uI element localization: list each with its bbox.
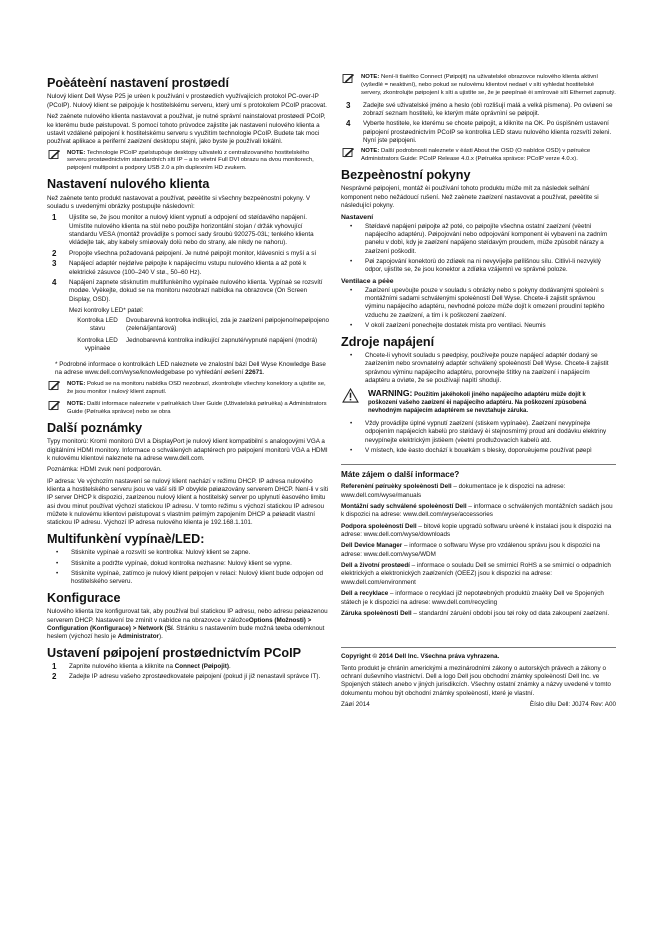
note-label: NOTE: [67,149,86,156]
note-pencil-icon [48,150,61,160]
step-number: 4 [346,119,351,129]
connect-label: Connect (Pøipojit) [174,663,229,671]
setup-intro: Než zaènete tento produkt nastavovat a používat, pøeètìte si všechny bezpeènostní pokyny. V souladu s uvedenými obrázky postupujte následovnì: [47,194,311,210]
info-desc: – informace o souladu Dell se smìrnicí RoHS a se smìrnicí o odpadních elektrických a elektronických zaøízeních (OEEZ) jsou k dispozici na adrese: www.dell.com/environment [341,562,611,586]
setup-step [47,214,330,247]
list-item: • Pøi zapojování konektorù do zdíøek na ni nevyvíjejte pøílišnou sílu. Citlivì-li nezvyklý odpor, ujistìte se, že jsou konektor a zdíøka vzájemnì ve správné poloze. [341,258,616,275]
list-item: • Chcete-li vyhovìt souladu s pøedpisy, používejte pouze napájecí adaptér dodaný se zaøízením nebo srovnatelný adaptér schválený spoleèností Dell Wyse. Chcete-li zajistit správnou výminu napájecího adaptéru, porovnejte štítky na zaøízení i napájecím adaptéru a ovìøte, že se používají napìtí shodují. [341,352,616,385]
setup-subheading: Nastavení [341,213,374,221]
intro-paragraph-2: Než zaènete nulového klienta nastavovat a používat, je nutné správní nainstalovat prostøedí PCoIP, ke kterému bude pøistupovat. S pomocí tohoto prùvodce zajistíte jak nastavení nulového klienta a ustavit vzdálené pøipojení k hostitelskému serveru s využitím technologie PCoIP. Budete tak moci používat aplikace a periferní zaøízení desktopu stejnì, jako byste je používali lokálnì. [47,113,326,146]
setup-step [47,260,330,277]
step-number: 3 [346,100,351,110]
note-pencil-icon [342,148,355,158]
power-sources-heading: Zdroje napájení [341,334,435,349]
info-item [341,542,616,559]
list-item: • Stisknìte a podržte vypínaè, dokud kontrolka nezhasne: Nulový klient se vypne. [47,560,330,568]
note-label: NOTE: [67,381,86,388]
led-list-label: Mezi kontrolky LED* patøí: [69,306,144,314]
pcoip-step [341,120,616,145]
info-item [341,590,616,607]
step-number: 3 [52,259,57,269]
step-text: Ujistìte se, že jsou monitor a nulový klient vypnutí a odpojení od støídavého napájení. Umístìte nulového klienta na stùl nebo použijte horizontální stojan / držák vyhovující standardu VESA (montáž provádìjte s pomocí sady šroubù 920275-03L; tenkého klienta vkládejte tak, aby kabely smìøovaly dolù nebo do strany, ale nikdy ne nahoru). [69,214,314,247]
pcoip-step [47,663,330,671]
info-item [341,523,616,540]
info-item [341,483,616,500]
info-desc: – bitové kopie upgradù softwaru urèené k instalaci jsou k dispozici na adrese: www.dell.com/wyse/downloads [341,522,612,539]
step-text: Propojte všechna požadovaná pøipojení. Je nutné pøipojit monitor, klávesnici s myší a sí [69,249,317,257]
step-number: 1 [52,213,57,223]
info-desc: – informace o softwaru Wyse pro vzdálenou správu jsou k dispozici na adrese: www.dell.com/wyse/WDM [341,542,600,558]
list-item: • Stisknìte vypínaè a rozsvítí se kontrolka: Nulový klient se zapne. [47,549,330,557]
note-label: NOTE: [361,148,380,155]
info-title: Dell a životní prostøedí [341,562,410,570]
right-column [341,74,616,708]
setup-safety-list [341,223,616,275]
note-text: Další podrobnosti naleznete v èásti About the OSD (O nabídce OSD) v pøíruèce Administrators Guide: PCoIP Release 4.0.x (Pøíruèka správce: PCoIP verze 4.0.x). [361,148,591,163]
led-footnote [55,361,330,378]
info-list [341,483,616,618]
info-desc: – dokumentace je k dispozici na adrese: www.dell.com/wyse/manuals [341,483,566,499]
pcoip-step [47,673,330,681]
info-title: Podpora spoleèností Dell [341,522,417,530]
multifunction-list [47,549,330,586]
configuration-paragraph [47,608,330,641]
safety-intro: Nesprávné pøipojení, montáž èi používání tohoto produktu mùže mít za následek selhání komponent nebo nežádoucí rušení. Než zaènete zaøízení nastavovat a používat, pøeètìte si následující pokyny. [341,185,599,210]
note-label: NOTE: [361,74,380,80]
info-title: Dell Device Manager [341,542,403,550]
info-desc: – standardní záruèní období jsou tøi roky od data zakoupení zaøízení. [411,609,610,617]
led-row [69,337,330,357]
warning-text: Použitím jakéhokoli jiného napájecího adaptéru mùže dojít k poškození vašeho zaøízení èi napájecího adaptéru. Na poškození zpùsobená nevhodným napájecím adaptérem se nevztahuje záruka. [368,392,587,415]
note-text: Technologie PCoIP zpøístupòuje desktopy uživatelù z centralizovaného hostitelského serveru prostøednictvím standardních sítí IP – a to vèetnì Full DVI obrazu na dvou monitorech, pøipojení multipoint a podpory USB 2.0 a pln duplexním HD zvukem. [67,149,314,172]
intro-paragraph: Nulový klient Dell Wyse P25 je urèen k používání v prostøedích využívajících protokol PC-over-IP (PCoIP). Nulový klient se pøipojuje k hostitelskému serveru, který umí s protokolem PCoIP pracovat. [47,93,327,109]
conf-text-2: . Stránku s nastavením bude možná tøeba odemknout heslem (výchozí heslo je [47,624,325,641]
more-info-heading: Máte zájem o další informace? [341,470,460,480]
power-sources-list-2 [341,420,616,455]
left-column [47,74,330,685]
configuration-heading: Konfigurace [47,590,121,605]
info-title: Dell a recyklace [341,590,389,598]
note-pcoip-tech [47,150,330,174]
note-pencil-icon [342,74,355,84]
note-connect-inactive [341,74,616,98]
pcoip-connection-heading: Ustavení pøipojení prostøednictvím PCoIP [47,645,302,660]
legal-notice: Tento produkt je chránìn americkými a mezinárodními zákony o autorských právech a zákony o ochraní duševního vlastnictví. Dell a logo Dell jsou obchodní známky spoleèností Dell Inc. ve Spojených státech anebo v jiných jurisdikcích. Všechny ostatní známky a názvy uvedené v tomto dokumentu mohou být obchodní známky spoleèností, které je vlastní. [341,664,611,697]
note-pencil-icon [48,401,61,411]
step-text: Napájecí adaptér nejdøíve pøipojte k napájecímu vstupu nulového klienta a až poté k elektrické zásuvce (100–240 V stø., 50–60 Hz). [69,260,307,276]
section-divider [341,464,616,465]
initial-setup-heading: Poèáteèní nastavení prostøedí [47,76,229,90]
publication-date: Záøí 2014 [341,701,370,709]
note-pencil-icon [48,381,61,391]
info-item [341,562,616,587]
setup-steps [47,214,330,304]
footer-line [341,701,616,708]
info-desc: – informace o recyklaci již nepotøebných produktù znaèky Dell ve Spojených státech je k dispozici na adrese: www.dell.com/recycling [341,590,604,606]
step-number: 2 [52,672,57,682]
info-desc: – informace o schválených montážních sadách jsou k dispozici na adrese: www.dell.com/wyse/accessories [341,502,613,519]
additional-notes-heading: Další poznámky [47,420,143,435]
info-title: Referenèní pøíruèky spoleènosti Dell [341,483,452,491]
info-item [341,503,616,520]
step-number: 4 [52,277,57,287]
note-text: Pokud se na monitoru nabídka OSD nezobrazí, zkontrolujte všechny konektory a ujistìte se, že jsou monitor i nulový klient zapnutí. [67,381,326,396]
ventilation-list [341,287,616,331]
pcoip-step [341,102,616,119]
conf-menu-path: Options (Možnosti) > Configuration (Konfigurace) > Network (Sí [47,616,312,632]
list-item: • Støídavé napájení pøipojte až poté, co pøipojíte všechna ostatní zaøízení (vèetnì napájecího adaptéru). Pøipojování nebo odpojování komponent èi vybavení na zadním panelu v dobì, kdy je zaøízení napájeno støídavým proudem, mùže zpùsobit nárazy a zaøízení poškodit. [341,223,616,256]
led-table [69,317,330,358]
monitor-types-paragraph: Typy monitorù: Kromì monitorù DVI a DisplayPort je nulový klient kompatibilní s analogovými VGA a digitálními HDMI monitory. Informace o schválených adaptérech pro pøipojení monitorù VGA a HDMI k nulovému klientovi naleznete na adrese www.dell.com. [47,438,328,462]
step-number: 2 [52,248,57,258]
note-text: Není-li tlaèítko Connect (Pøipojit) na uživatelské obrazovce nulového klienta aktivní (vyšedlé = neaktivní), nebo pokud se nulovému klientovi nedaøí v síti vyhledat hostitelské servery, zkontrolujte pøipojení k síti a ujistìte se, že je pøepínaè èi smìrovaè sítì Ethernet zapnutý. [361,74,616,96]
step-text: Zapnìte nulového klienta a kliknìte na [69,663,175,671]
solution-number: 22671 [245,368,263,376]
info-title: Montážní sady schválené spoleèností Dell [341,502,467,510]
note-text: Další informace naleznete v pøíruèkách User Guide (Uživatelská pøíruèka) a Administrators Guide (Pøíruèka správce) nebo se obra [67,401,327,415]
hdmi-note: Poznámka: HDMI zvuk není podporován. [47,466,162,474]
list-item: • V okolí zaøízení ponechejte dostatek místa pro ventilaci. Neumis [341,322,616,330]
step-end: . [228,663,231,671]
led-name: Kontrolka LED stavu [77,316,118,333]
led-row [69,317,330,337]
setup-heading: Nastavení nulového klienta [47,177,210,192]
power-sources-list [341,352,616,385]
warning-triangle-icon [342,388,359,403]
led-name: Kontrolka LED vypínaèe [77,337,118,353]
info-title: Záruka spoleènosti Dell [341,609,412,617]
step-text: Zadejte své uživatelské jméno a heslo (obì rozlišují malá a velká písmena). Po ovìøení se zobrazí seznam hostitelù, ke kterým máte oprávnìní se pøipojit. [363,101,613,117]
note-label: NOTE: [67,401,86,408]
step-text: Napájení zapnete stisknutím multifunkèního vypínaèe nulového klienta. Vypínaè se rozsvítí modøe. Vyèkejte, dokud se na monitoru nezobrazí nabídka na obrazovce (On Screen Display, OSD). [69,278,323,303]
info-item [341,610,616,618]
conf-text-3: ). [159,633,163,641]
pcoip-steps [47,663,330,682]
list-item: • Stisknìte vypínaè, zatímco je nulový klient pøipojen v relaci: Nulový klient bude odpojen od hostitelského serveru. [47,570,330,587]
ip-address-paragraph: IP adresa: Ve výchozím nastavení se nulový klient nachází v režimu DHCP. IP adresa nulového klienta a hostitelského serveru jsou ve vaší síti IP obvykle pøiøazovány serverem DHCP. Není-li v síti IP server DHCP k dispozici, zaøízenou nulový klient a hostitelský server po uplynutí èasového limitu asi dvou minut používat výchozí statickou IP adresu. V tomto režimu s výchozí statickou IP adresou müžete k nulovému klientovi pøistupovat s vlastním pøímým zapojením DHCP a pøiøadit vlastní statickou IP adresu. Výchozí IP adresa nulového klienta je 192.168.1.101. [47,477,329,527]
default-password: Administrator [117,633,159,641]
copyright: Copyright © 2014 Dell Inc. Všechna práva vyhrazena. [341,653,500,661]
pcoip-steps-continued [341,102,616,146]
note-osd-missing [47,381,330,397]
warning-adapter [341,388,616,415]
warning-label: WARNING: [368,388,413,399]
multifunction-heading: Multifunkèní vypínaè/LED: [47,531,205,546]
footnote-end: . [262,368,265,376]
step-text: Zadejte IP adresu vašeho zprostøedkovatele pøipojení (pokud jí již nenastavil správce IT). [69,673,321,681]
setup-step [47,279,330,304]
note-osd-details [341,148,616,164]
step-text: Vyberte hostitele, ke kterému se chcete pøipojit, a kliknìte na OK. Po úspìšném ustavení pøipojení prostøednictvím PCoIP se kontrolka LED stavu nulového klienta rozsvítí zelenì. Nyní jste pøipojeni. [363,120,612,144]
setup-step [47,250,330,258]
list-item: • Zaøízení upevòujte pouze v souladu s obrázky nebo s pokyny dodávanými spoleènì s montážními sadami schválenými spoleèností Dell Wyse. Chcete-li zajistit správnou výminu napájecího adaptéru, nevhodné poloze mùže dojít k omezení proudìní teplého vzduchu ze zaøízení, a tím i k poškození zaøízení. [341,287,616,320]
step-number: 1 [52,662,57,672]
footer-divider [341,647,616,648]
ventilation-subheading: Ventilace a péèe [341,277,394,285]
list-item: • Vždy provádìjte úplné vypnutí zaøízení (stiskem vypínaèe). Zaøízení nevypínejte odpojením napájecích kabelù pro støídavý èi stejnosmìrný proud ani dodávku elektriny nevypínejte elektrickým jistièem (vèetnì prodlužovacích kabelù atd. [341,420,616,445]
note-guides [47,401,330,417]
footnote-text: * Podrobné informace o kontrolkách LED naleznete ve znalostní bázi Dell Wyse Knowledge Base na adrese www.dell.com/wyse/knowledgebase po vyhledání øešení [55,360,326,376]
led-description: Dvoubarevná kontrolka indikující, zda je zaøízení pøipojeno/nepøipojeno (zelená/jantarová) [126,316,330,333]
part-number: Èíslo dílu Dell: J0J74 Rev: A00 [529,701,616,709]
list-item: • V místech, kde èasto dochází k bouøkám s blesky, doporuèujeme používat pøepì [341,447,616,455]
conf-text: Nulového klienta lze konfigurovat tak, aby používal buï statickou IP adresu, nebo adresu pøiøazenou serverem DHCP. Nastavení lze zmìnit v nabídce na obrazovce v záložce [47,608,328,624]
led-description: Jednobarevná kontrolka indikující zapnuté/vypnuté napájení (modrá) [126,337,318,345]
safety-heading: Bezpeènostní pokyny [341,168,471,183]
